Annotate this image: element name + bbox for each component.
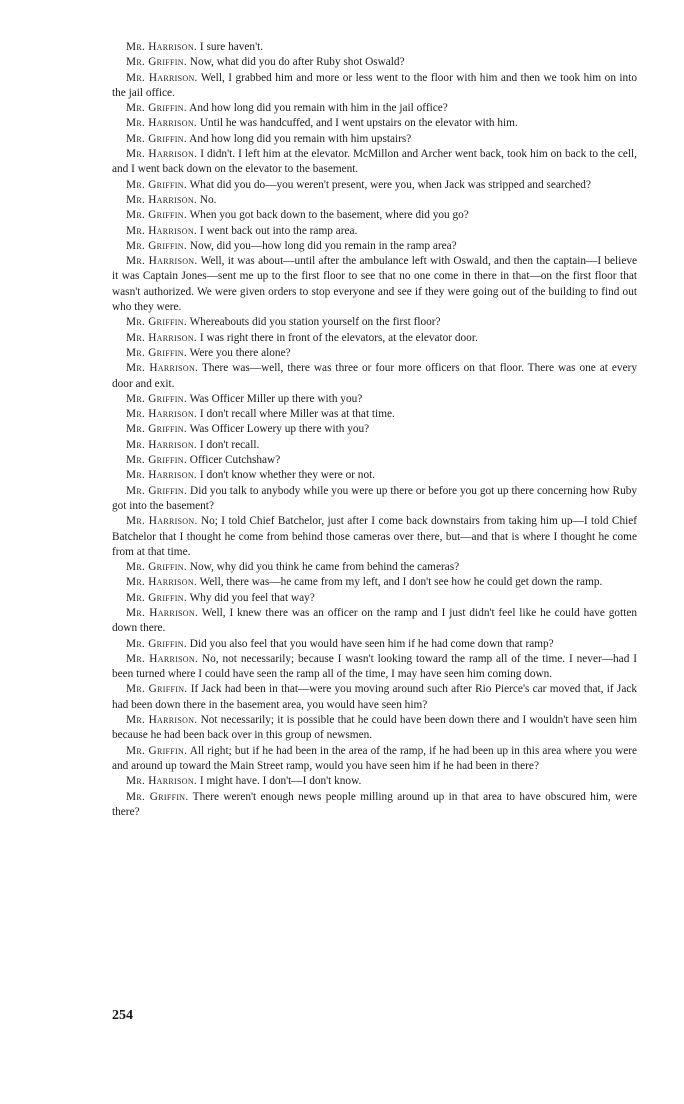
speech-text: Now, what did you do after Ruby shot Oswald? [189, 56, 405, 69]
speaker-name: Mr. Griffin. [126, 484, 188, 497]
transcript-paragraph [112, 744, 637, 775]
speech-text: I might have. I don't—I don't know. [199, 775, 362, 788]
speaker-name: Mr. Harrison. [126, 438, 198, 451]
speaker-name: Mr. Griffin. [126, 744, 188, 757]
speech-text: No, not necessarily; because I wasn't looking toward the ramp all of the time. I never—had I been turned where I could have seen the ramp all of the time, I may have seen him coming down. [112, 652, 637, 681]
transcript-paragraph [112, 774, 637, 789]
speaker-name: Mr. Harrison. [126, 775, 198, 788]
speech-text: Now, did you—how long did you remain in the ramp area? [189, 239, 457, 252]
transcript-paragraph [112, 346, 637, 361]
speaker-name: Mr. Griffin. [126, 454, 187, 467]
speech-text: All right; but if he had been in the area of the ramp, if he had been up in this area where you were and around up toward the Main Street ramp, would you have seen him if he had been in there? [112, 744, 638, 772]
speaker-name: Mr. Harrison. [126, 714, 198, 727]
speech-text: There was—well, there was three or four more officers on that floor. There was one at every door and exit. [112, 362, 637, 390]
transcript-paragraph [112, 331, 637, 346]
speaker-name: Mr. Harrison. [126, 576, 198, 589]
speech-text: And how long did you remain with him in the jail office? [189, 102, 448, 115]
speech-text: What did you do—you weren't present, were you, when Jack was stripped and searched? [189, 178, 591, 191]
transcript-paragraph [112, 682, 637, 713]
transcript-paragraph [112, 790, 637, 821]
speaker-name: Mr. Harrison. [126, 117, 198, 130]
transcript-paragraph [112, 147, 637, 178]
transcript-paragraph [112, 132, 637, 147]
speaker-name: Mr. Griffin. [126, 346, 187, 359]
transcript-paragraph [112, 193, 637, 208]
speech-text: Was Officer Miller up there with you? [189, 392, 363, 405]
speaker-name: Mr. Harrison. [126, 41, 198, 53]
speaker-name: Mr. Harrison. [126, 193, 198, 206]
speech-text: Did you talk to anybody while you were up there or before you got up there concerning how Ruby got into the basement? [112, 484, 638, 512]
transcript-paragraph [112, 55, 637, 70]
transcript-paragraph [112, 468, 637, 483]
speech-text: Whereabouts did you station yourself on the first floor? [189, 316, 441, 329]
speaker-name: Mr. Harrison. [126, 331, 198, 344]
transcript-paragraph [112, 514, 637, 560]
transcript-paragraph [112, 575, 637, 590]
transcript-paragraph [112, 361, 637, 392]
speech-text: Were you there alone? [189, 346, 291, 359]
speech-text: I was right there in front of the elevators, at the elevator door. [199, 331, 478, 344]
speaker-name: Mr. Griffin. [126, 102, 187, 115]
speech-text: Well, it was about—until after the ambulance left with Oswald, and then the captain—I believe it was Captain Jones—sent me up to the first floor to see that no one come in there in that—on the first floor that wasn't authorized. We were given orders to stop everyone and see if they were going out of the building to find out who they were. [112, 255, 637, 314]
speech-text: Well, there was—he came from my left, and I don't see how he could get down the ramp. [199, 576, 603, 589]
transcript-paragraph [112, 254, 637, 315]
speaker-name: Mr. Harrison. [126, 469, 198, 482]
speech-text: And how long did you remain with him upstairs? [189, 132, 412, 145]
transcript-paragraph [112, 453, 637, 468]
speech-text: If Jack had been in that—were you moving around such after Rio Pierce's car moved that, if Jack had been down there in the basement area, you would have seen him? [112, 683, 638, 711]
speech-text: No. [199, 193, 217, 206]
speaker-name: Mr. Harrison. [126, 255, 198, 268]
speech-text: Did you also feel that you would have seen him if he had come down that ramp? [189, 637, 554, 650]
speaker-name: Mr. Harrison. [126, 71, 198, 84]
speaker-name: Mr. Harrison. [126, 606, 199, 619]
page-number: 254 [112, 1008, 133, 1023]
speaker-name: Mr. Griffin. [126, 561, 187, 574]
speaker-name: Mr. Griffin. [126, 790, 189, 803]
transcript-paragraph [112, 560, 637, 575]
transcript-paragraph [112, 438, 637, 453]
transcript-paragraph [112, 178, 637, 193]
speech-text: Not necessarily; it is possible that he could have been down there and I wouldn't have seen him because he had been back over in this group of newsmen. [112, 714, 637, 742]
transcript-paragraph [112, 239, 637, 254]
speaker-name: Mr. Griffin. [126, 56, 187, 69]
transcript-paragraph [112, 116, 637, 131]
speaker-name: Mr. Griffin. [126, 132, 187, 145]
speaker-name: Mr. Harrison. [126, 515, 198, 528]
speech-text: I didn't. I left him at the elevator. McMillon and Archer went back, took him on back to the cell, and I went back down on the elevator to the basement. [112, 148, 638, 176]
transcript-paragraph [112, 101, 637, 116]
speaker-name: Mr. Griffin. [126, 316, 187, 329]
speech-text: Well, I knew there was an officer on the ramp and I just didn't feel like he could have gotten down there. [112, 606, 638, 635]
transcript-body [112, 40, 637, 820]
speech-text: Officer Cutchshaw? [189, 454, 281, 467]
transcript-paragraph [112, 652, 637, 683]
transcript-paragraph [112, 224, 637, 239]
transcript-paragraph [112, 422, 637, 437]
speech-text: No; I told Chief Batchelor, just after I come back downstairs from taking him up—I told Chief Batchelor that I thought he come from behind those cameras over there, but—and that is where I thought he come from at that time. [112, 515, 638, 558]
speaker-name: Mr. Griffin. [126, 209, 187, 222]
speech-text: When you got back down to the basement, where did you go? [189, 209, 469, 222]
speaker-name: Mr. Griffin. [126, 178, 187, 191]
speaker-name: Mr. Griffin. [126, 683, 188, 696]
speech-text: Well, I grabbed him and more or less went to the floor with him and then we took him on into the jail office. [112, 71, 637, 99]
speaker-name: Mr. Harrison. [126, 362, 199, 375]
speaker-name: Mr. Griffin. [126, 591, 187, 604]
speech-text: There weren't enough news people milling around up in that area to have obscured him, were there? [112, 790, 637, 818]
speech-text: Why did you feel that way? [189, 591, 315, 604]
transcript-paragraph [112, 606, 637, 637]
speaker-name: Mr. Griffin. [126, 239, 187, 252]
transcript-paragraph [112, 71, 637, 102]
speech-text: Now, why did you think he came from behind the cameras? [189, 561, 460, 574]
speech-text: Was Officer Lowery up there with you? [189, 423, 370, 436]
transcript-paragraph [112, 637, 637, 652]
transcript-paragraph [112, 392, 637, 407]
speech-text: Until he was handcuffed, and I went upstairs on the elevator with him. [199, 117, 518, 130]
transcript-paragraph [112, 713, 637, 744]
speech-text: I don't recall. [199, 438, 260, 451]
transcript-paragraph [112, 208, 637, 223]
speaker-name: Mr. Harrison. [126, 224, 198, 237]
speech-text: I sure haven't. [199, 41, 264, 53]
speaker-name: Mr. Harrison. [126, 408, 198, 421]
speaker-name: Mr. Harrison. [126, 652, 199, 665]
speaker-name: Mr. Griffin. [126, 423, 187, 436]
speech-text: I don't know whether they were or not. [199, 469, 376, 482]
speaker-name: Mr. Harrison. [126, 148, 198, 161]
speech-text: I went back out into the ramp area. [199, 224, 358, 237]
transcript-paragraph [112, 591, 637, 606]
transcript-paragraph [112, 407, 637, 422]
transcript-paragraph [112, 484, 637, 515]
speech-text: I don't recall where Miller was at that time. [199, 408, 395, 421]
transcript-paragraph [112, 40, 637, 55]
transcript-paragraph [112, 315, 637, 330]
speaker-name: Mr. Griffin. [126, 392, 187, 405]
speaker-name: Mr. Griffin. [126, 637, 187, 650]
